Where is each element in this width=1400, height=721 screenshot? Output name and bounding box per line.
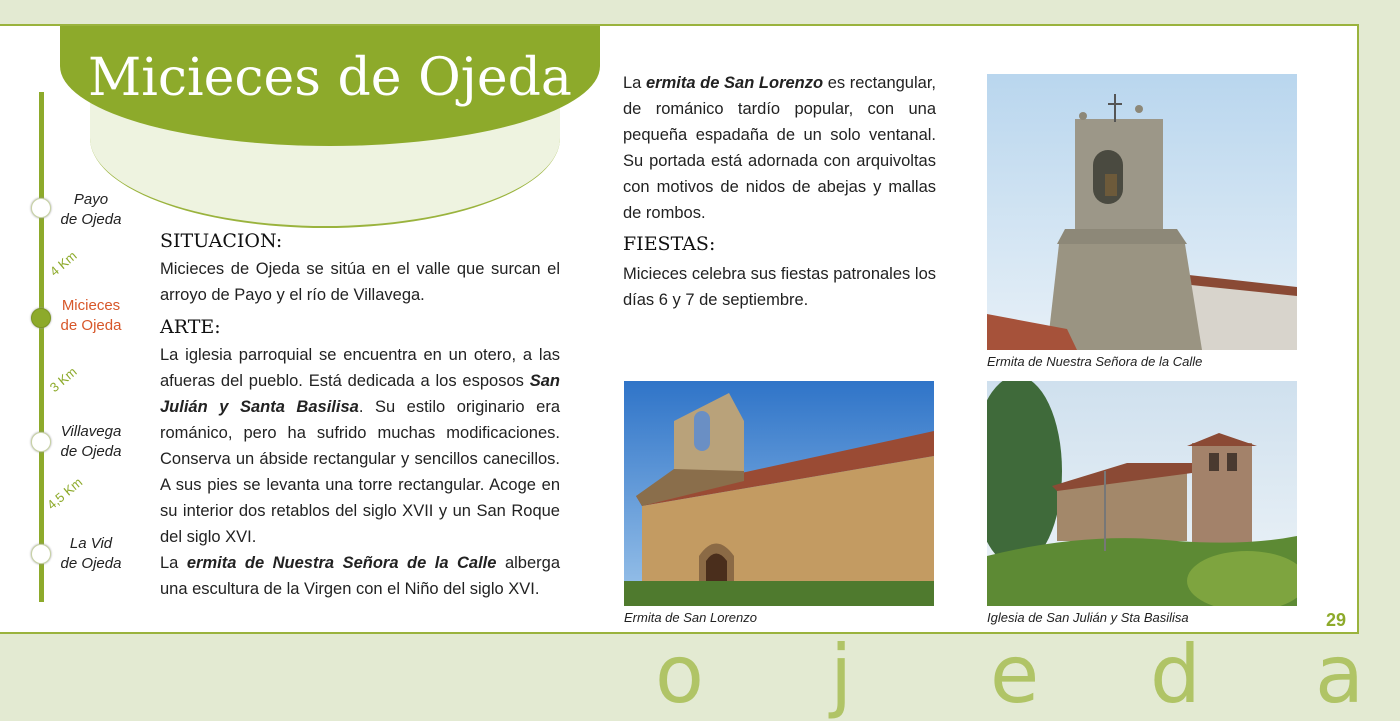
distance-label-2: 3 Km — [46, 364, 80, 395]
brochure-page — [0, 24, 1359, 634]
footer-letter-e: e — [990, 628, 1040, 721]
page-number: 29 — [1326, 610, 1347, 630]
footer-letter-o: o — [655, 628, 704, 721]
caption-ermita-calle: Ermita de Nuestra Señora de la Calle — [987, 354, 1203, 369]
emphasis-ermita-lorenzo: ermita de San Lorenzo — [645, 74, 824, 92]
route-label-micieces: Micieces de Ojeda — [60, 297, 122, 334]
emphasis-san-julian: San Julián y Santa Basilisa — [160, 372, 560, 416]
arte-heading: ARTE: — [160, 316, 221, 338]
route-label-lavid: La Vid de Ojeda — [60, 535, 122, 572]
photo-iglesia-san-julian — [987, 381, 1297, 606]
footer-letter-d: d — [1150, 628, 1201, 721]
photo-ermita-calle-image — [987, 74, 1297, 350]
arte-text: La iglesia parroquial se encuentra en un otero, a las afueras del pueblo. Está dedicada a los esposos San Julián y Santa Basilisa. Su estilo originario era románico, pero ha sufrido muchas modificaciones. Conserva un ábside rectangular y sencillos canecillos. A sus pies se levanta una torre rectangular. Acoge en su interior dos retablos del siglo XVII y un San Roque del siglo XVI. La ermita de Nuestra Señora de la Calle alberga una escultura de la Virgen con el Niño del siglo XVI. — [160, 346, 560, 598]
photo-ermita-lorenzo-image — [624, 381, 934, 606]
distance-label-3: 4,5 Km — [43, 474, 86, 513]
caption-iglesia-san-julian: Iglesia de San Julián y Sta Basilisa — [987, 610, 1189, 625]
fiestas-text: Micieces celebra sus fiestas patronales los días 6 y 7 de septiembre. — [623, 265, 936, 309]
emphasis-ermita-calle: ermita de Nuestra Señora de la Calle — [186, 554, 497, 572]
route-label-villavega: Villavega de Ojeda — [60, 423, 122, 460]
distance-label-1: 4 Km — [46, 248, 80, 279]
route-line — [39, 92, 44, 602]
situacion-text: Micieces de Ojeda se sitúa en el valle que surcan el arroyo de Payo y el río de Villavega. — [160, 260, 560, 304]
photo-ermita-lorenzo — [624, 381, 934, 606]
footer-letter-a: a — [1315, 628, 1365, 721]
situacion-heading: SITUACION: — [160, 230, 283, 252]
caption-ermita-lorenzo: Ermita de San Lorenzo — [624, 610, 757, 625]
photo-iglesia-san-julian-image — [987, 381, 1297, 606]
page-title: Micieces de Ojeda — [88, 48, 572, 108]
photo-ermita-calle — [987, 74, 1297, 350]
route-label-payo: Payo de Ojeda — [60, 191, 122, 228]
footer-letter-j: j — [830, 628, 853, 721]
fiestas-heading: FIESTAS: — [623, 233, 716, 255]
ermita-lorenzo-text: La ermita de San Lorenzo es rectangular, de románico tardío popular, con una pequeña espadaña de un solo ventanal. Su portada está adornada con arquivoltas con motivos de nidos de abejas y mallas de rombos. — [623, 74, 936, 222]
